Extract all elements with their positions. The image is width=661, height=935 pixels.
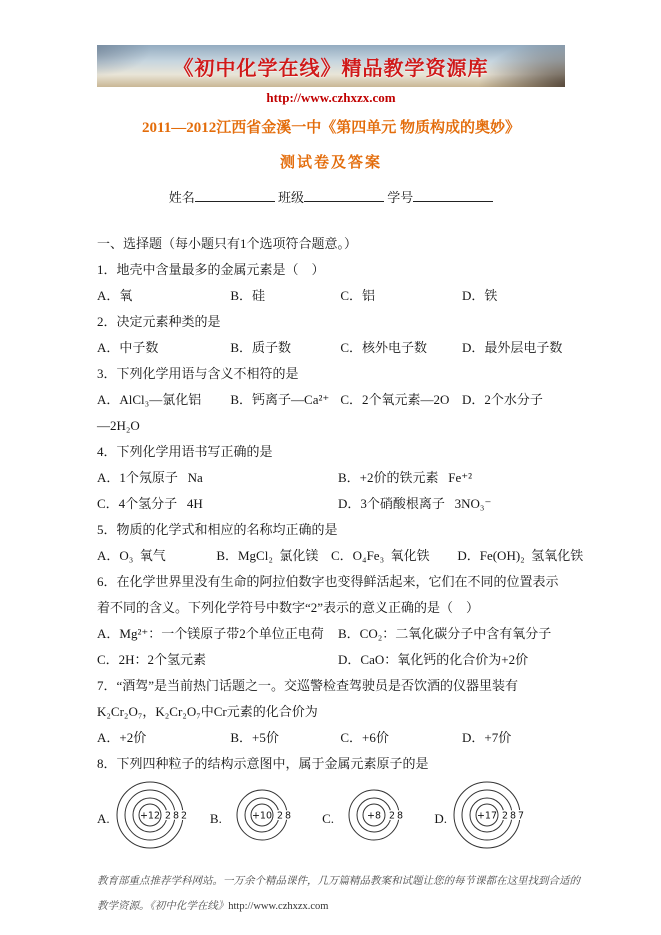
q3-option-c: C．2个氧元素—2O [340,392,450,407]
q7-option-b: B．+5价 [230,730,279,745]
atom-structure-icon [449,776,545,863]
q6-option-a: A．Mg²⁺：一个镁原子带2个单位正电荷 [97,626,324,641]
q3-option-d-continuation: —2H₂O [97,418,140,433]
svg-text:+8: +8 [367,810,382,821]
question-5-options [97,543,584,569]
q4-option-c: C．4个氢分子 4H [97,496,203,511]
student-id-blank [413,188,493,202]
q1-option-d: D．铁 [462,288,498,303]
question-8-text: 8．下列四种粒子的结构示意图中，属于金属元素原子的是 [97,756,429,771]
banner-url-link[interactable]: http://www.czhxzx.com [266,90,396,105]
test-body [97,231,584,859]
svg-text:2: 2 [180,810,187,821]
atom-diagram-b [210,776,320,863]
q2-option-c: C．核外电子数 [340,340,428,355]
atom-diagram-d [434,776,545,863]
doc-subtitle: 测试卷及答案 [279,155,382,171]
svg-text:8: 8 [172,810,179,821]
q6-option-b: B．CO₂：二氧化碳分子中含有氧分子 [338,626,552,641]
atom-diagram-a [97,776,208,863]
svg-text:2: 2 [276,810,283,821]
svg-text:8: 8 [397,810,404,821]
diagram-d-label: D. [434,811,447,826]
q2-option-b: B．质子数 [230,340,292,355]
q1-option-a: A．氧 [97,288,133,303]
q5-option-a: A．O₃ 氧气 [97,548,166,563]
atom-structure-icon [336,776,432,863]
q7-option-a: A．+2价 [97,730,147,745]
question-6-options-row1 [97,621,565,647]
question-3-options [97,387,565,413]
footer-line-2 [97,894,565,919]
atom-structure-icon [224,776,320,863]
q6-option-c: C．2H：2个氢元素 [97,652,207,667]
q5-option-b: B．MgCl₂ 氯化镁 [216,548,319,563]
question-1-text: 1．地壳中含量最多的金属元素是（ ） [97,262,325,277]
class-label: 班级 [277,190,304,205]
q2-option-a: A．中子数 [97,340,159,355]
svg-text:2: 2 [501,810,509,821]
name-label: 姓名 [168,190,195,205]
footer-line-1: 教育部重点推荐学科网站。一万余个精品课件，几万篇精品教案和试题让您的每节课都在这里找到合适的 [97,876,580,887]
q3-option-d: D．2个水分子 [462,392,543,407]
footer-line-2-text: 教学资源。《初中化学在线》 [97,901,229,912]
question-1-options [97,283,565,309]
name-blank [195,188,275,202]
question-7-options [97,725,565,751]
question-2-text: 2．决定元素种类的是 [97,314,221,329]
diagram-c-label: C. [322,811,335,826]
q4-option-b: B．+2价的铁元素 Fe⁺² [338,470,473,485]
q6-option-d: D．CaO：氧化钙的化合价为+2价 [338,652,529,667]
q1-option-b: B．硅 [230,288,266,303]
doc-title: 2011—2012江西省金溪一中《第四单元 物质构成的奥妙》 [142,120,520,136]
class-blank [304,188,384,202]
q3-option-b: B．钙离子—Ca²⁺ [230,392,330,407]
question-4-options-row1 [97,465,565,491]
student-info-line [97,187,565,209]
svg-text:2: 2 [164,810,171,821]
question-5-text: 5．物质的化学式和相应的名称均正确的是 [97,522,338,537]
banner-title: 《初中化学在线》精品教学资源库 [173,57,489,80]
svg-text:7: 7 [517,810,525,821]
q4-option-a: A．1个氖原子 Na [97,470,203,485]
q7-option-d: D．+7价 [462,730,512,745]
q8-atom-diagrams [97,779,565,859]
svg-text:2: 2 [389,810,396,821]
question-4-text: 4．下列化学用语书写正确的是 [97,444,273,459]
q5-option-c: C．O₄Fe₃ 氧化铁 [330,548,430,563]
q5-option-d: D．Fe(OH)₂ 氢氧化铁 [457,548,584,563]
q3-option-a: A．AlCl₃—氯化铝 [97,392,202,407]
diagram-a-label: A. [97,811,110,826]
q1-option-c: C．铝 [340,288,376,303]
svg-text:8: 8 [509,810,517,821]
question-7-text: 7．“酒驾”是当前热门话题之一。交巡警检查驾驶员是否饮酒的仪器里装有K₂Cr₂O₇，K₂Cr₂O₇中Cr元素的化合价为 [97,678,519,719]
svg-text:+10: +10 [251,810,272,821]
question-6-options-row2 [97,647,565,673]
atom-structure-icon [112,776,208,863]
footer-url-link[interactable]: http://www.czhxzx.com [228,901,329,912]
q7-option-c: C．+6价 [340,730,389,745]
q2-option-d: D．最外层电子数 [462,340,563,355]
site-banner-image [97,45,565,87]
footer-note [97,869,580,919]
svg-text:+12: +12 [139,810,160,821]
atom-diagram-c [322,776,432,863]
svg-text:8: 8 [284,810,291,821]
q4-option-d: D．3个硝酸根离子 3NO₃⁻ [338,496,492,511]
student-id-label: 学号 [387,190,414,205]
section-title: 一、选择题（每小题只有1个选项符合题意。） [97,236,358,251]
question-6-text: 6．在化学世界里没有生命的阿拉伯数字也变得鲜活起来，它们在不同的位置表示着不同的含义。下列化学符号中数字“2”表示的意义正确的是（ ） [97,574,559,615]
question-4-options-row2 [97,491,565,517]
question-3-text: 3．下列化学用语与含义不相符的是 [97,366,299,381]
svg-text:+17: +17 [476,810,497,821]
question-2-options [97,335,565,361]
diagram-b-label: B. [209,811,222,826]
